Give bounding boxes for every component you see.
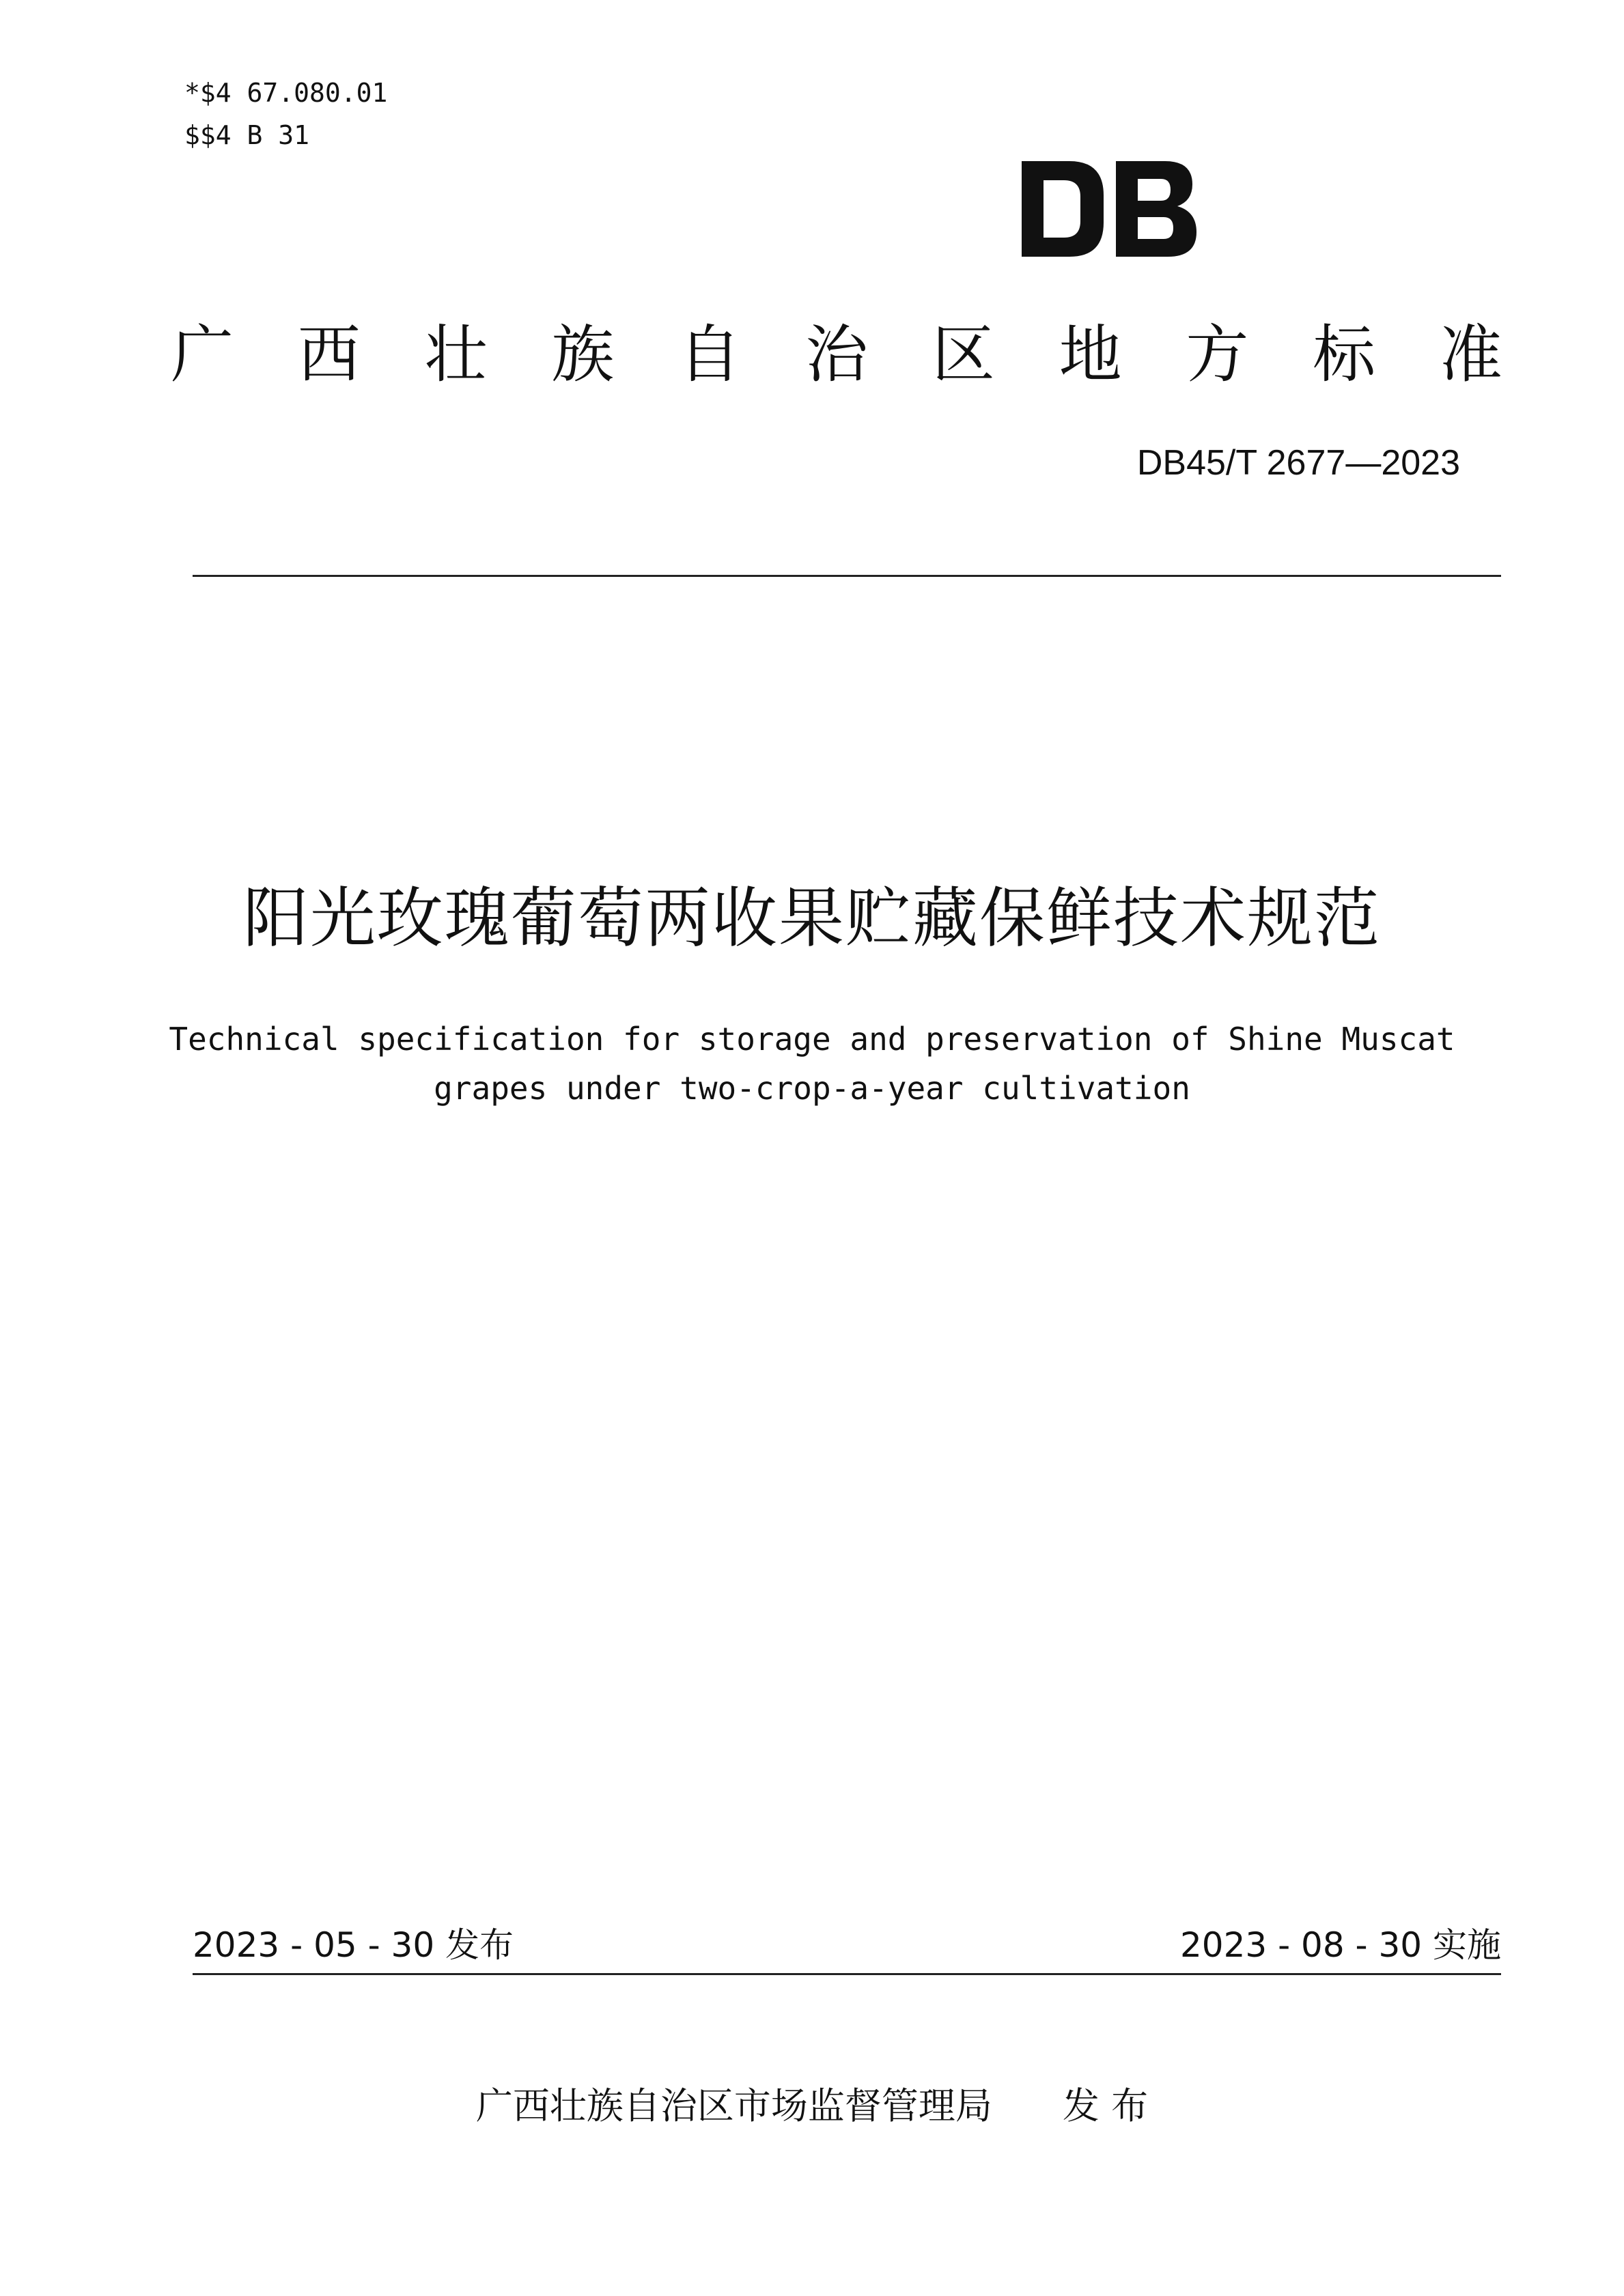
heading-char: 方	[1186, 318, 1249, 391]
top-divider	[193, 575, 1501, 577]
standard-type-heading	[171, 314, 1502, 396]
document-title-chinese: 阳光玫瑰葡萄两收果贮藏保鲜技术规范	[243, 880, 1381, 956]
heading-char: 西	[297, 318, 361, 391]
implementation-date: 2023 - 08 - 30 实施	[1179, 1925, 1501, 1965]
ics-classification: *$4 67.080.01	[184, 78, 388, 108]
document-title-english-line-1: Technical specification for storage and preservation of Shine Muscat	[169, 1021, 1455, 1058]
heading-char: 治	[804, 318, 868, 391]
heading-char: 广	[171, 318, 234, 391]
heading-char: 壮	[424, 318, 488, 391]
heading-char: 准	[1439, 318, 1502, 391]
heading-char: 自	[678, 318, 742, 391]
issue-date: 2023 - 05 - 30 发布	[193, 1925, 514, 1965]
standard-number: DB45/T 2677—2023	[1136, 443, 1460, 483]
heading-char: 族	[551, 318, 615, 391]
heading-char: 区	[932, 318, 995, 391]
ccs-classification: $$4 B 31	[184, 120, 310, 150]
db-standard-logo-icon	[1022, 161, 1199, 257]
document-title-english-line-2: grapes under two-crop-a-year cultivation	[434, 1070, 1190, 1107]
bottom-divider	[193, 1973, 1501, 1975]
heading-char: 标	[1313, 318, 1376, 391]
publisher: 广西壮族自治区市场监督管理局 发 布	[475, 2084, 1149, 2127]
heading-char: 地	[1059, 318, 1122, 391]
